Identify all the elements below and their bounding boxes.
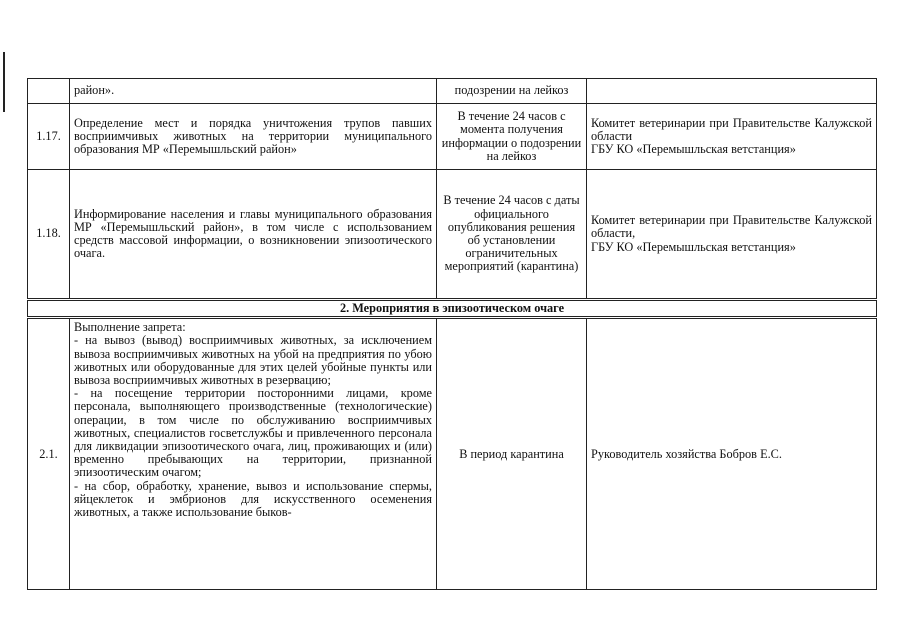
action-cell: Информирование населения и главы муниципального образования МР «Перемышльский район», в том числе с использованием средств массовой информации, о возникновении эпизоотического очага. [70, 170, 437, 300]
prohibition-item: - на сбор, обработку, хранение, вывоз и использование спермы, яйцеклеток и эмбрионов для искусственного осеменения животных, а также использование быков- [74, 478, 432, 520]
action-cell [70, 318, 437, 590]
section-heading-row [28, 300, 877, 318]
scan-edge-mark [3, 52, 5, 112]
table-row [28, 318, 877, 590]
responsible-cell: Руководитель хозяйства Бобров Е.С. [587, 318, 877, 590]
row-number: 1.17. [28, 104, 70, 170]
responsible-line: ГБУ КО «Перемышльская ветстанция» [591, 142, 796, 157]
table-row [28, 170, 877, 300]
responsible-cell [587, 79, 877, 104]
action-intro: Выполнение запрета: [74, 320, 186, 335]
action-cell: район». [70, 79, 437, 104]
table-row [28, 79, 877, 104]
table-row [28, 104, 877, 170]
responsible-cell [587, 170, 877, 300]
row-number: 1.18. [28, 170, 70, 300]
prohibition-item: - на посещение территории посторонними лицами, кроме персонала, выполняющего производственные (технологические) операции, в том числе по обслуживанию восприимчивых животных, специалистов госветслужбы и привлеченного персонала для ликвидации эпизоотического очага, лиц, проживающих и (или) временно пребывающих на территории, признанной эпизоотическим очагом; [74, 386, 432, 480]
responsible-line: ГБУ КО «Перемышльская ветстанция» [591, 239, 796, 254]
term-cell: В течение 24 часов с момента получения информации о подозрении на лейкоз [437, 104, 587, 170]
row-number [28, 79, 70, 104]
responsible-cell [587, 104, 877, 170]
measures-table [27, 78, 877, 590]
term-cell: В период карантина [437, 318, 587, 590]
responsible-line: Комитет ветеринарии при Правительстве Калужской области [591, 115, 872, 143]
prohibition-item: - на вывоз (вывод) восприимчивых животных, за исключением вывоза восприимчивых животных на убой на предприятия по убою животных или оборудованные для этих целей убойные пункты или вывоза восприимчивых животных в резервацию; [74, 333, 432, 388]
responsible-line: Комитет ветеринарии при Правительстве Калужской области, [591, 213, 872, 241]
action-cell: Определение мест и порядка уничтожения трупов павших восприимчивых животных на территории муниципального образования МР «Перемышльский район» [70, 104, 437, 170]
section-title: 2. Мероприятия в эпизоотическом очаге [28, 300, 877, 318]
term-cell: подозрении на лейкоз [437, 79, 587, 104]
term-cell: В течение 24 часов с даты официального опубликования решения об установлении ограничительных мероприятий (карантина) [437, 170, 587, 300]
row-number: 2.1. [28, 318, 70, 590]
